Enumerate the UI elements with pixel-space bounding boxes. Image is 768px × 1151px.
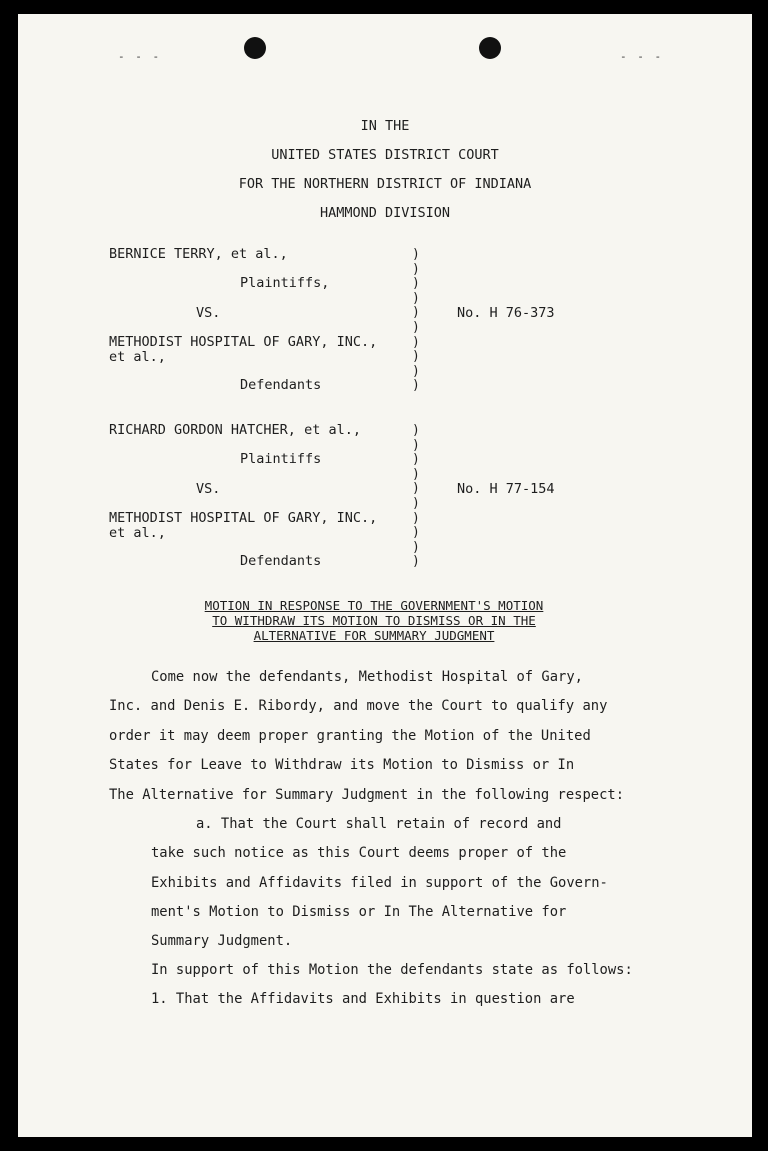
court-header-line-1: IN THE (360, 118, 410, 134)
case1-number: No. H 76-373 (457, 305, 555, 321)
motion-title-line-1: MOTION IN RESPONSE TO THE GOVERNMENT'S MOTION (204, 598, 544, 613)
motion-title-line-2: TO WITHDRAW ITS MOTION TO DISMISS OR IN THE (212, 613, 536, 628)
case1-paren-column: ) ) ) ) ) ) ) ) ) ) (412, 247, 420, 394)
right-margin-mark: - - - (620, 50, 664, 63)
punch-hole-left (244, 37, 266, 59)
case1-versus: VS. (196, 305, 221, 321)
body-line: Come now the defendants, Methodist Hospital of Gary, (151, 669, 583, 685)
case2-paren-column: ) ) ) ) ) ) ) ) ) ) (412, 423, 420, 570)
body-line: order it may deem proper granting the Motion of the United (109, 728, 591, 744)
case2-plaintiffs-role: Plaintiffs (240, 451, 322, 467)
body-line: In support of this Motion the defendants state as follows: (151, 962, 633, 978)
body-line: take such notice as this Court deems proper of the (151, 845, 567, 861)
court-header-line-3: FOR THE NORTHERN DISTRICT OF INDIANA (238, 176, 532, 192)
case1-defendant-line-2: et al., (109, 349, 166, 365)
body-line: Inc. and Denis E. Ribordy, and move the Court to qualify any (109, 698, 608, 714)
case1-plaintiffs-name: BERNICE TERRY, et al., (109, 246, 288, 262)
body-line: ment's Motion to Dismiss or In The Alternative for (151, 904, 567, 920)
body-line: The Alternative for Summary Judgment in the following respect: (109, 787, 624, 803)
case2-number: No. H 77-154 (457, 481, 555, 497)
case1-defendant-line-1: METHODIST HOSPITAL OF GARY, INC., (109, 334, 378, 350)
case2-defendant-line-1: METHODIST HOSPITAL OF GARY, INC., (109, 510, 378, 526)
left-margin-mark: - - - (118, 50, 162, 63)
case1-defendants-role: Defendants (240, 377, 322, 393)
case2-defendant-line-2: et al., (109, 525, 166, 541)
body-line: Summary Judgment. (151, 933, 293, 949)
punch-hole-right (479, 37, 501, 59)
case2-versus: VS. (196, 481, 221, 497)
document-page (18, 14, 752, 1137)
case2-defendants-role: Defendants (240, 553, 322, 569)
body-line: Exhibits and Affidavits filed in support of the Govern- (151, 875, 608, 891)
body-line: a. That the Court shall retain of record and (196, 816, 562, 832)
court-header-line-4: HAMMOND DIVISION (319, 205, 451, 221)
court-header-line-2: UNITED STATES DISTRICT COURT (271, 147, 499, 163)
case1-plaintiffs-role: Plaintiffs, (240, 275, 330, 291)
case2-plaintiffs-name: RICHARD GORDON HATCHER, et al., (109, 422, 361, 438)
motion-title-line-3: ALTERNATIVE FOR SUMMARY JUDGMENT (253, 628, 495, 643)
body-line: States for Leave to Withdraw its Motion to Dismiss or In (109, 757, 575, 773)
body-line: 1. That the Affidavits and Exhibits in question are (151, 991, 575, 1007)
